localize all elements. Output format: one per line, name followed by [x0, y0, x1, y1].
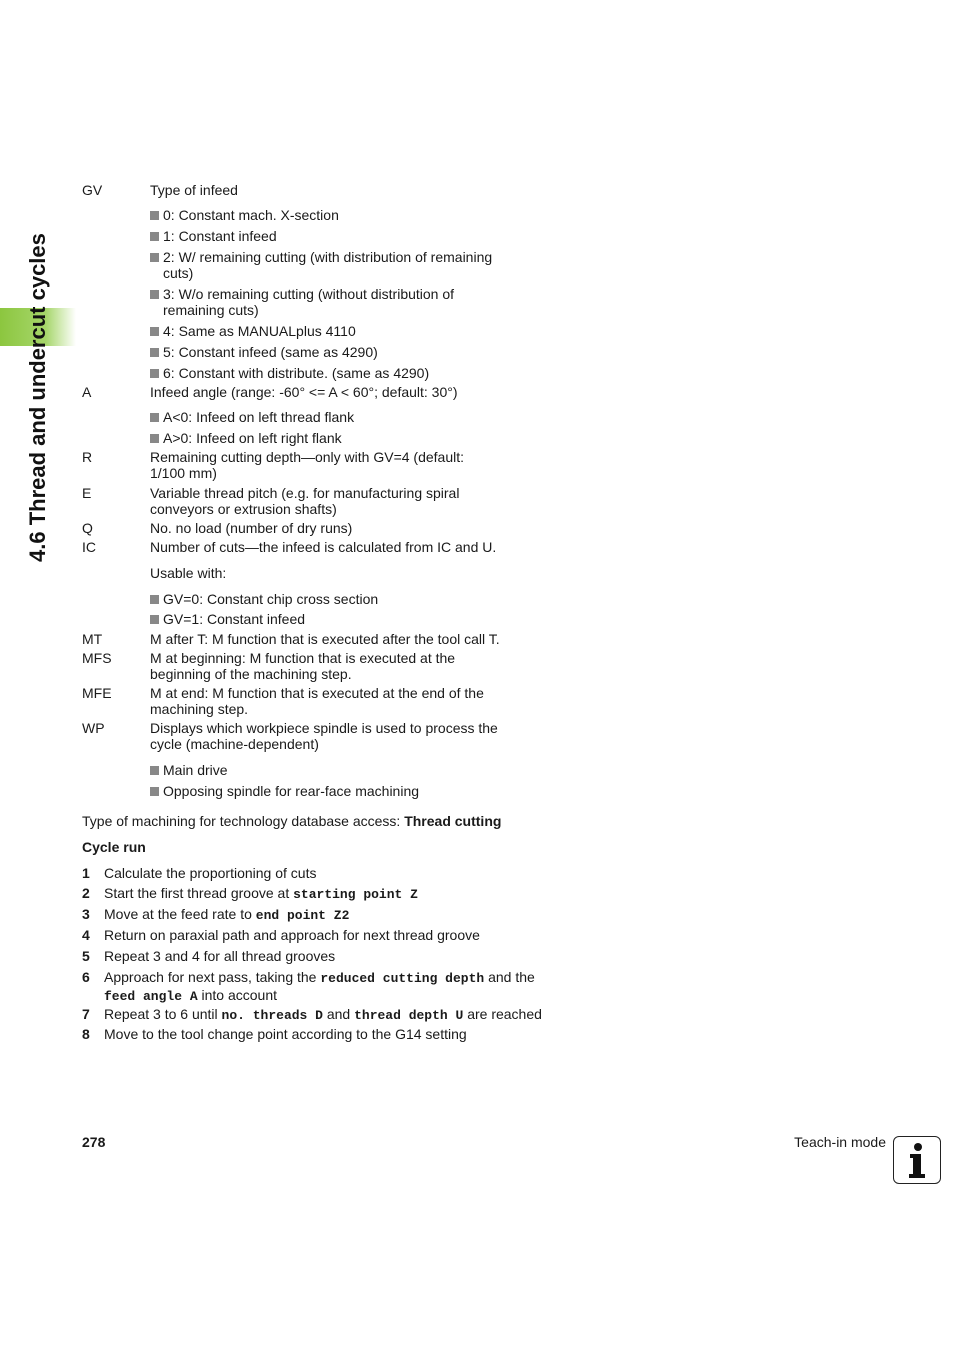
param-desc: Remaining cutting depth—only with GV=4 (default: 1/100 mm): [150, 449, 465, 481]
bullet-square-icon: [150, 615, 159, 624]
list-item: GV=1: Constant infeed: [150, 611, 305, 627]
param-desc: Type of infeed: [150, 182, 238, 198]
list-item: 1: Constant infeed: [150, 228, 277, 244]
list-item: 2: W/ remaining cutting (with distribution of remaining cuts): [150, 249, 492, 281]
list-item: GV=0: Constant chip cross section: [150, 591, 378, 607]
param-desc: M at end: M function that is executed at the end of the machining step.: [150, 685, 484, 717]
machining-type-value: Thread cutting: [404, 813, 502, 829]
param-code: Q: [82, 520, 93, 536]
step-number: 6: [82, 969, 90, 985]
page-number: 278: [82, 1134, 106, 1150]
step-text: Move to the tool change point according to the G14 setting: [104, 1026, 467, 1042]
list-item: A>0: Infeed on left right flank: [150, 430, 342, 446]
machining-type-line: Type of machining for technology database access: Thread cutting: [82, 813, 502, 829]
chapter-title: 4.6 Thread and undercut cycles: [25, 233, 50, 562]
param-desc: Displays which workpiece spindle is used to process the cycle (machine-dependent): [150, 720, 498, 752]
list-item: A<0: Infeed on left thread flank: [150, 409, 354, 425]
list-item: 3: W/o remaining cutting (without distribution of remaining cuts): [150, 286, 454, 318]
bullet-square-icon: [150, 434, 159, 443]
param-desc: M after T: M function that is executed after the tool call T.: [150, 631, 500, 647]
step-number: 5: [82, 948, 90, 964]
param-desc: Number of cuts—the infeed is calculated from IC and U.: [150, 539, 497, 555]
step-text: Calculate the proportioning of cuts: [104, 865, 317, 881]
bullet-square-icon: [150, 369, 159, 378]
step-text: Approach for next pass, taking the reduced cutting depth and the feed angle A into account: [104, 969, 535, 1004]
param-code: IC: [82, 539, 96, 555]
list-item: 0: Constant mach. X-section: [150, 207, 339, 223]
param-code: A: [82, 384, 92, 400]
info-icon: [893, 1136, 941, 1184]
bullet-square-icon: [150, 787, 159, 796]
bullet-square-icon: [150, 327, 159, 336]
list-item: Main drive: [150, 762, 228, 778]
bullet-square-icon: [150, 766, 159, 775]
list-item: 4: Same as MANUALplus 4110: [150, 323, 356, 339]
list-item: Opposing spindle for rear-face machining: [150, 783, 419, 799]
param-code: R: [82, 449, 93, 465]
usable-with-label: Usable with:: [150, 565, 227, 581]
param-code: MT: [82, 631, 103, 647]
list-item: 5: Constant infeed (same as 4290): [150, 344, 378, 360]
footer-mode-label: Teach-in mode: [794, 1134, 886, 1150]
param-code: E: [82, 485, 92, 501]
param-desc: No. no load (number of dry runs): [150, 520, 353, 536]
step-number: 2: [82, 885, 90, 901]
param-code: MFS: [82, 650, 112, 666]
step-number: 3: [82, 906, 90, 922]
bullet-square-icon: [150, 348, 159, 357]
step-text: Return on paraxial path and approach for next thread groove: [104, 927, 480, 943]
step-text: Repeat 3 to 6 until no. threads D and thread depth U are reached: [104, 1006, 542, 1023]
cycle-run-heading: Cycle run: [82, 839, 146, 855]
step-text: Start the first thread groove at starting point Z: [104, 885, 418, 902]
bullet-square-icon: [150, 253, 159, 262]
step-number: 8: [82, 1026, 90, 1042]
bullet-square-icon: [150, 211, 159, 220]
param-desc: M at beginning: M function that is executed at the beginning of the machining step.: [150, 650, 456, 682]
bullet-square-icon: [150, 290, 159, 299]
step-number: 1: [82, 865, 90, 881]
step-text: Repeat 3 and 4 for all thread grooves: [104, 948, 336, 964]
param-code: GV: [82, 182, 103, 198]
param-code: WP: [82, 720, 105, 736]
list-item: 6: Constant with distribute. (same as 4290): [150, 365, 429, 381]
bullet-square-icon: [150, 413, 159, 422]
bullet-square-icon: [150, 595, 159, 604]
param-code: MFE: [82, 685, 112, 701]
step-number: 4: [82, 927, 90, 943]
param-desc: Infeed angle (range: -60° <= A < 60°; default: 30°): [150, 384, 458, 400]
step-text: Move at the feed rate to end point Z2: [104, 906, 350, 923]
step-number: 7: [82, 1006, 90, 1022]
param-desc: Variable thread pitch (e.g. for manufacturing spiral conveyors or extrusion shafts): [150, 485, 460, 517]
bullet-square-icon: [150, 232, 159, 241]
